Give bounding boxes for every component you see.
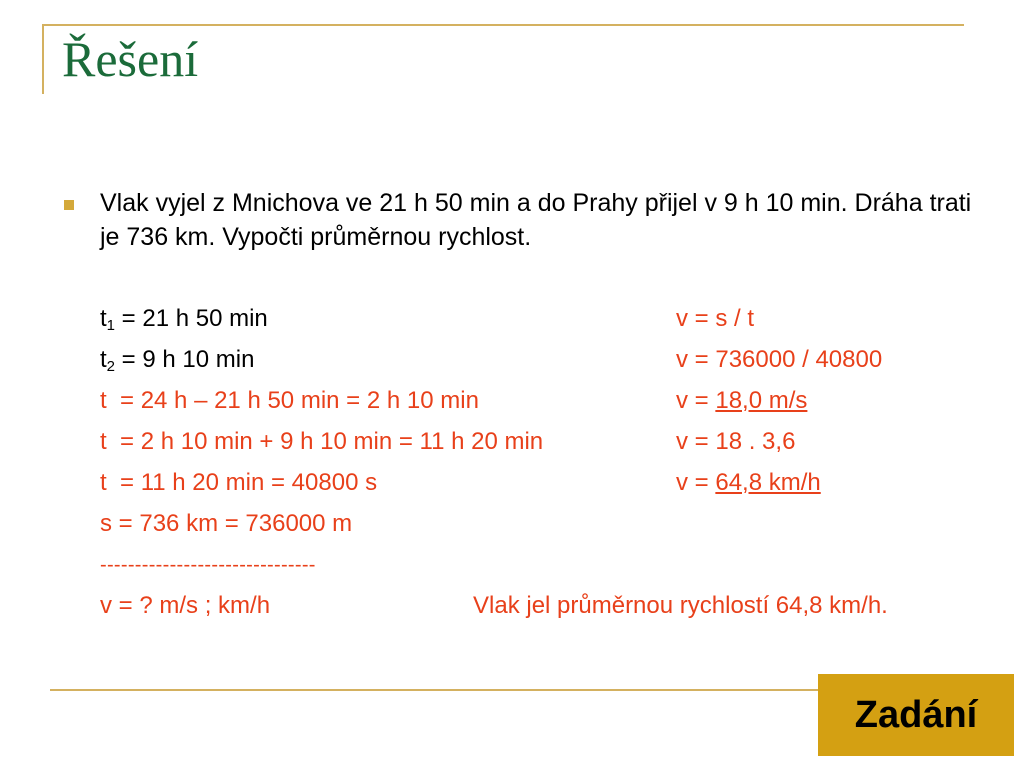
result-kmh: 64,8 km/h [715,469,821,496]
solution-line-3-prefix: v = [676,387,716,414]
solution-line-5-prefix: v = [676,469,716,496]
footer-divider [50,689,820,691]
calc-line-6: s = 736 km = 736000 m [100,510,353,537]
given-t2 [100,346,254,374]
calc-line-3: t = 24 h – 21 h 50 min = 2 h 10 min [100,387,479,414]
zadani-button[interactable]: Zadání [818,674,1014,756]
bullet-square-icon [64,200,74,210]
slide-title: Řešení [62,31,199,87]
given-t2-var: t [100,346,107,373]
given-t1-value: = 21 h 50 min [115,305,268,332]
solution-line-5 [676,469,821,497]
solution-line-3 [676,387,807,415]
given-t2-value: = 9 h 10 min [115,346,255,373]
unknown-line: v = ? m/s ; km/h [100,592,271,619]
answer-sentence: Vlak jel průměrnou rychlostí 64,8 km/h. [473,592,888,619]
solution-line-2: v = 736000 / 40800 [676,346,883,373]
frame-left-line [42,24,44,94]
given-t1-subscript: 1 [106,317,116,334]
frame-top-line [42,24,964,26]
calc-line-4: t = 2 h 10 min + 9 h 10 min = 11 h 20 min [100,428,544,455]
result-ms: 18,0 m/s [715,387,808,414]
given-t2-subscript: 2 [106,358,116,375]
separator-line: ------------------------------- [100,554,316,576]
given-t1-var: t [100,305,107,332]
problem-statement: Vlak vyjel z Mnichova ve 21 h 50 min a do Prahy přijel v 9 h 10 min. Dráha trati je 736 km. Vypočti průměrnou rychlost. [100,189,972,251]
calc-line-5: t = 11 h 20 min = 40800 s [100,469,378,496]
given-t1 [100,305,268,333]
solution-line-4: v = 18 . 3,6 [676,428,796,455]
solution-line-1: v = s / t [676,305,755,332]
